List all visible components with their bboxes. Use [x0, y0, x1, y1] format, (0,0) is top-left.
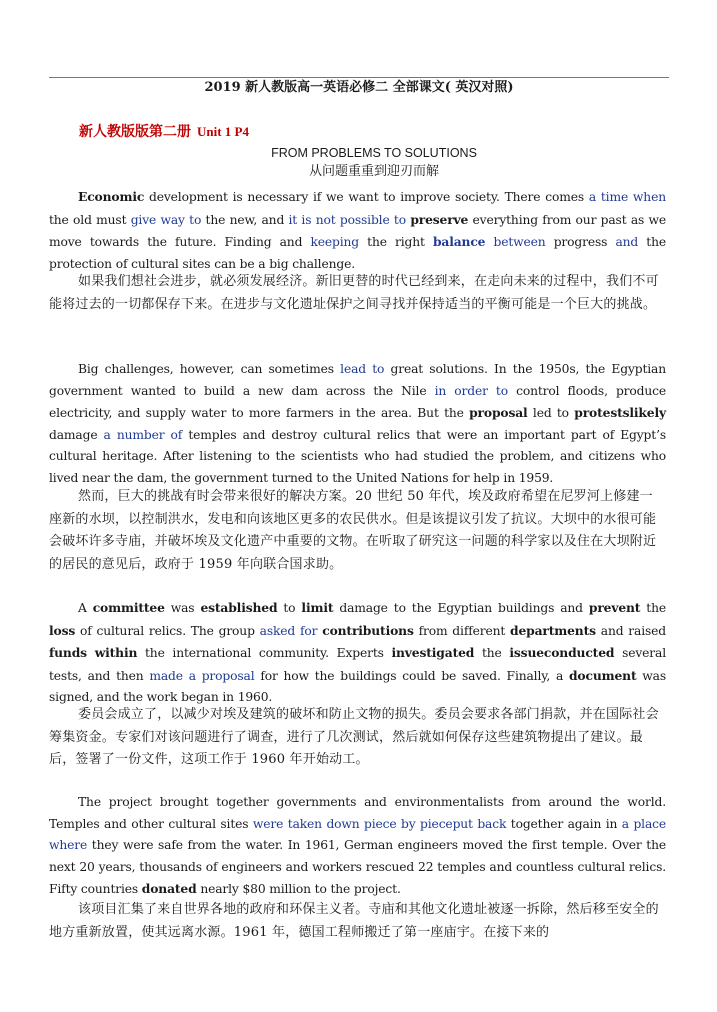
- text-run: damage to the Egyptian buildings and: [333, 601, 589, 615]
- highlighted-term: investigated: [391, 645, 475, 660]
- highlighted-term: were taken down piece by piece: [252, 816, 453, 831]
- text-run: from different: [413, 623, 511, 638]
- text-run: nearly $80 million to the project.: [196, 882, 401, 896]
- highlighted-term: a place where: [49, 816, 666, 852]
- text-run: the new, and: [201, 212, 289, 227]
- highlighted-term: prevent: [588, 600, 641, 615]
- text-run: the international community. Experts: [137, 646, 392, 660]
- unit-label: Unit 1 P4: [197, 124, 249, 139]
- highlighted-term: Economic: [78, 189, 145, 204]
- text-run: great solutions. In the 1950s, the Egyptian government wanted to build a new dam across the Nile: [49, 362, 666, 398]
- highlighted-term: within: [94, 645, 138, 660]
- highlighted-term: balance: [432, 234, 486, 249]
- highlighted-term: asked for: [259, 623, 318, 638]
- text-run: was signed, and the work began in 1960.: [49, 668, 666, 704]
- paragraph-zh: 委员会成立了，以减少对埃及建筑的破坏和防止文物的损失。委员会要求各部门捐款，并在国际社会筹集资金。专家们对该问题进行了调查，进行了几次测试，然后就如何保存这些建筑物提出了建议。最后，签署了一份文件，这项工作于 1960 年开始动工。: [49, 707, 659, 768]
- highlighted-term: in order to: [434, 383, 508, 398]
- text-run: the protection of cultural sites can be a big challenge.: [49, 235, 666, 271]
- text-run: control floods, produce electricity, and supply water to more farmers in the area. But the: [49, 383, 667, 420]
- highlighted-term: donated: [141, 881, 197, 896]
- text-run: the: [474, 646, 510, 660]
- highlighted-term: keeping: [310, 235, 359, 249]
- paragraph-zh: 该项目汇集了来自世界各地的政府和环保主义者。寺庙和其他文化遗址被逐一拆除，然后移至安全的地方重新放置，使其远离水源。1961 年，德国工程师搬迁了第一座庙宇。在接下来的: [49, 902, 659, 940]
- highlighted-term: established: [200, 600, 278, 615]
- highlighted-term: document: [568, 667, 637, 683]
- highlighted-term: protests: [574, 405, 630, 420]
- highlighted-term: preserve: [410, 211, 469, 227]
- text-run: A: [78, 601, 93, 615]
- text-run: and raised: [595, 623, 666, 638]
- highlighted-term: loss: [49, 622, 76, 638]
- paragraph-en: [49, 359, 666, 489]
- highlighted-term: committee: [92, 600, 165, 615]
- text-run: everything from our past as we move towards the future. Finding and: [49, 212, 667, 249]
- text-run: progress: [545, 235, 616, 249]
- header-divider: [49, 77, 669, 78]
- text-run: led to: [527, 406, 575, 420]
- highlighted-term: likely: [629, 405, 666, 420]
- paragraph-zh: 然而，巨大的挑战有时会带来很好的解决方案。20 世纪 50 年代，埃及政府希望在尼罗河上修建一座新的水坝，以控制洪水，发电和向该地区更多的农民供水。但是该提议引发了抗议。大坝中的水很可能会破坏许多寺庙，并破坏埃及文化遗产中重要的文物。在听取了研究这一问题的科学家以及住在大坝附近的居民的意见后，政府于 1959 年向联合国求助。: [49, 489, 657, 572]
- highlighted-term: proposal: [469, 405, 528, 420]
- highlighted-term: funds: [49, 645, 87, 660]
- document-title: 2019 新人教版高一英语必修二 全部课文( 英汉对照): [204, 80, 514, 95]
- highlighted-term: a time when: [588, 190, 666, 204]
- highlighted-term: departments: [510, 622, 596, 638]
- paragraph-en: [49, 186, 666, 275]
- paragraph-en: [49, 792, 666, 901]
- highlighted-term: made a proposal: [149, 668, 255, 683]
- text-run: [485, 235, 493, 249]
- highlighted-term: a number of: [103, 427, 183, 442]
- text-run: temples and destroy cultural relics that were an important part of Egypt’s cultural heritage. After listening to the scientists who had studied the problem, and citizens who lived near the dam, the government turned to the United Nations for help in 1959.: [49, 427, 666, 485]
- paragraph-en: [49, 597, 666, 709]
- highlighted-term: and: [615, 235, 639, 249]
- highlighted-term: limit: [301, 600, 334, 615]
- highlighted-term: put back: [452, 816, 507, 831]
- text-run: the old must: [49, 212, 131, 227]
- text-run: to: [277, 601, 302, 615]
- highlighted-term: between: [493, 235, 546, 249]
- highlighted-term: give way to: [130, 212, 202, 227]
- lesson-title-zh: 从问题重重到迎刃而解: [308, 164, 439, 179]
- text-run: [87, 646, 95, 660]
- unit-heading: [79, 124, 249, 140]
- paragraph-zh: 如果我们想社会进步，就必须发展经济。新旧更替的时代已经到来，在走向未来的过程中，我们不可能将过去的一切都保存下来。在进步与文化遗址保护之间寻找并保持适当的平衡可能是一个巨大的挑战。: [49, 274, 659, 312]
- text-run: was: [164, 601, 201, 615]
- lesson-title-en: FROM PROBLEMS TO SOLUTIONS: [271, 146, 477, 160]
- text-run: for how the buildings could be saved. Finally, a: [254, 668, 569, 683]
- text-run: damage: [49, 427, 104, 442]
- text-run: development is necessary if we want to improve society. There comes: [144, 190, 589, 204]
- text-run: they were safe from the water. In 1961, German engineers moved the first temple. Over the next 20 years, thousands of engineers and workers rescued 22 temples and countless cultural relics. Fifty countries: [49, 838, 666, 896]
- highlighted-term: conducted: [543, 645, 615, 660]
- highlighted-term: lead to: [340, 362, 385, 376]
- edition-label: 新人教版版第二册: [79, 124, 191, 140]
- text-run: The project brought together governments and environmentalists from around the world. Temples and other cultural sites: [49, 795, 666, 831]
- highlighted-term: it is not possible to: [288, 212, 406, 227]
- text-run: the right: [359, 235, 433, 249]
- text-run: Big challenges, however, can sometimes: [78, 362, 341, 376]
- text-run: the: [640, 601, 666, 615]
- text-run: together again in: [506, 816, 622, 831]
- highlighted-term: issue: [509, 645, 544, 660]
- highlighted-term: contributions: [322, 622, 414, 638]
- text-run: several tests, and then: [49, 646, 666, 683]
- text-run: of cultural relics. The group: [75, 623, 260, 638]
